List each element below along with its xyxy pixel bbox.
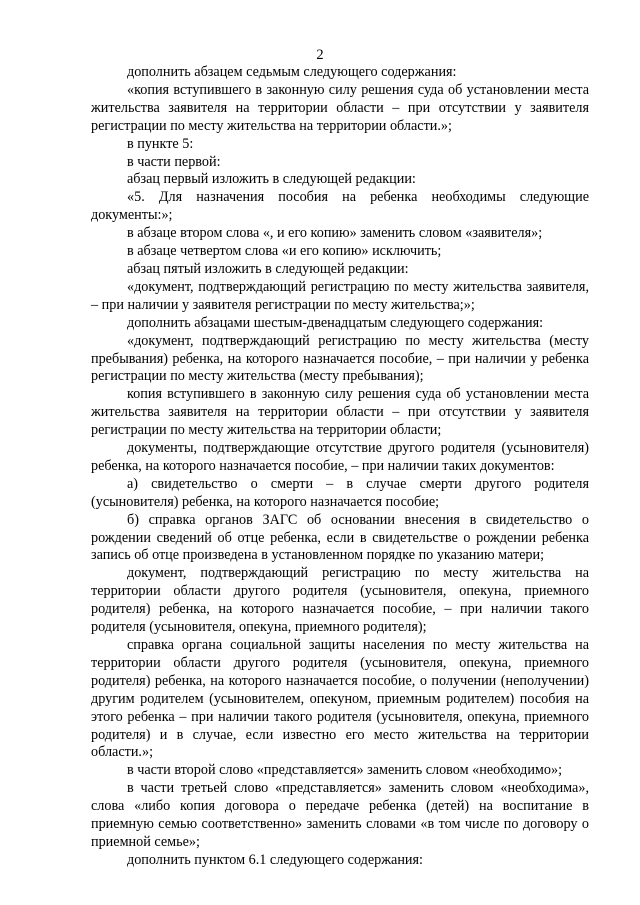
paragraph: «документ, подтверждающий регистрацию по месту жительства заявителя, – при наличии у заявителя регистрации по месту жительства;»; (91, 278, 589, 313)
paragraph: справка органа социальной защиты населения по месту жительства на территории области другого родителя (усыновителя, опекуна, приемного родителя) ребенка, на которого назначается пособие, о получении (неполучении) другим родителем (усыновителем, опекуном, приемным родителем) пособия на этого ребенка – при наличии такого родителя (усыновителя, опекуна, приемного родителя) и в случае, если известно его место жительства на территории области.»; (91, 637, 589, 761)
paragraph: «копия вступившего в законную силу решения суда об установлении места жительства заявителя на территории области – при отсутствии у заявителя регистрации по месту жительства на территории области.»; (91, 81, 589, 134)
paragraph: в части третьей слово «представляется» заменить словом «необходима», слова «либо копия договора о передаче ребенка (детей) на воспитание в приемную семью соответственно» заменить словами «в том числе по договору о приемной семье»; (91, 780, 589, 850)
paragraph: в пункте 5: (127, 135, 194, 152)
paragraph: дополнить абзацами шестым-двенадцатым следующего содержания: (127, 314, 544, 331)
paragraph: документ, подтверждающий регистрацию по месту жительства на территории области другого родителя (усыновителя, опекуна, приемного родителя) ребенка, на которого назначается пособие, – при наличии такого родителя (усыновителя, опекуна, приемного родителя); (91, 565, 589, 636)
paragraph: абзац пятый изложить в следующей редакции: (127, 260, 409, 277)
paragraph: дополнить абзацем седьмым следующего содержания: (127, 64, 457, 80)
paragraph: документы, подтверждающие отсутствие другого родителя (усыновителя) ребенка, на которого назначается пособие, – при наличии таких документов: (91, 440, 589, 474)
paragraph: дополнить пунктом 6.1 следующего содержания: (127, 851, 423, 868)
paragraph: «5. Для назначения пособия на ребенка необходимы следующие документы:»; (91, 189, 589, 224)
paragraph: б) справка органов ЗАГС об основании внесения в свидетельство о рождении сведений об отце ребенка, если в свидетельстве о рождении ребенка запись об отце произведена в установленном порядке по указанию матери; (91, 511, 589, 564)
paragraph: «документ, подтверждающий регистрацию по месту жительства (месту пребывания) ребенка, на которого назначается пособие, – при наличии у ребенка регистрации по месту жительства (месту пребывания); (91, 332, 589, 385)
document-body (91, 64, 589, 870)
paragraph: в абзаце втором слова «, и его копию» заменить словом «заявителя»; (127, 225, 543, 242)
paragraph: абзац первый изложить в следующей редакции: (127, 171, 416, 188)
paragraph: в абзаце четвертом слова «и его копию» исключить; (127, 243, 442, 260)
paragraph: копия вступившего в законную силу решения суда об установлении места жительства заявителя на территории области – при отсутствии у заявителя регистрации по месту жительства на территории области; (91, 386, 589, 439)
paragraph: в части первой: (127, 153, 221, 170)
paragraph: в части второй слово «представляется» заменить словом «необходимо»; (127, 762, 563, 779)
paragraph: а) свидетельство о смерти – в случае смерти другого родителя (усыновителя) ребенка, на которого назначается пособие; (91, 475, 589, 510)
page-number: 2 (316, 47, 324, 63)
